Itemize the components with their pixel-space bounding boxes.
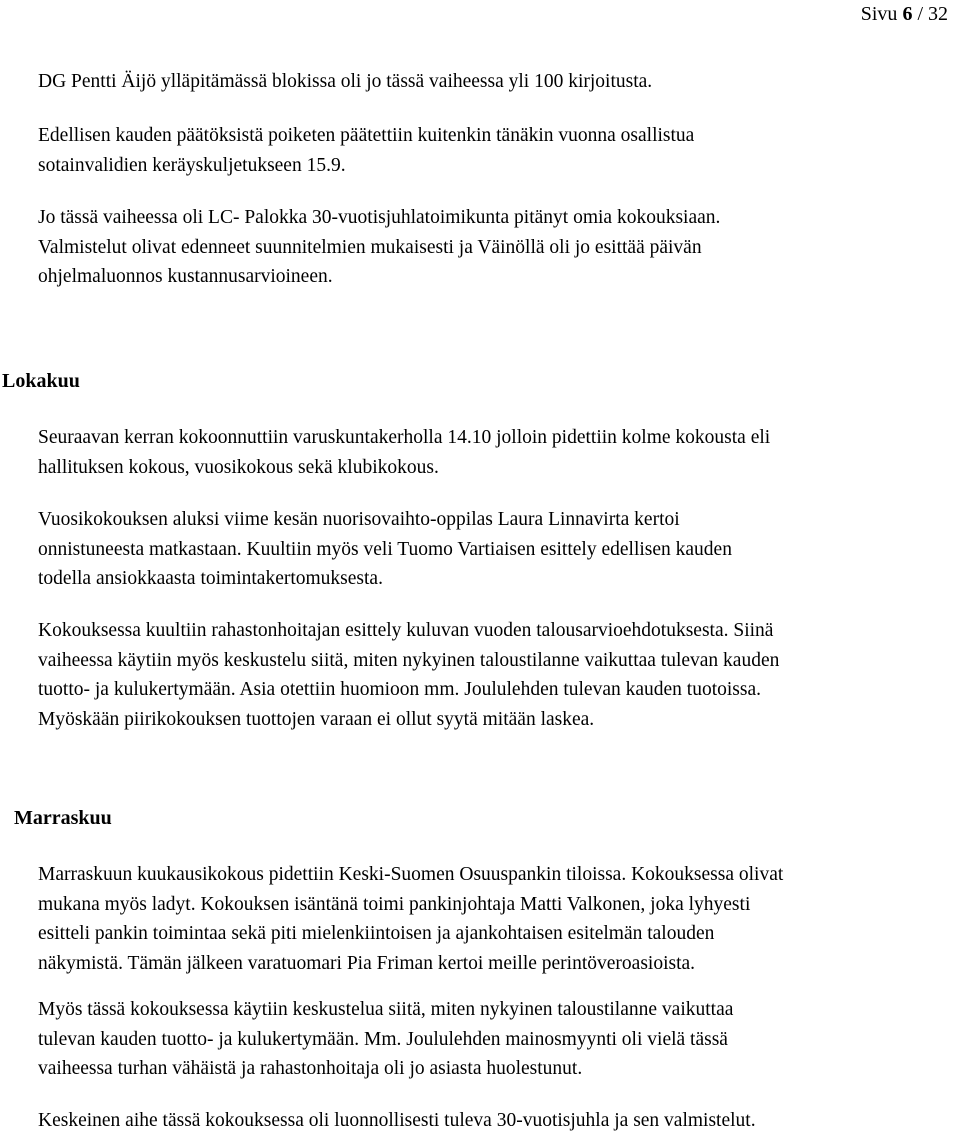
paragraph-line: Vuosikokouksen aluksi viime kesän nuorisovaihto-oppilas Laura Linnavirta kertoi — [38, 509, 680, 530]
paragraph-line: mukana myös ladyt. Kokouksen isäntänä toimi pankinjohtaja Matti Valkonen, joka lyhyesti — [38, 893, 751, 915]
paragraph-line: ohjelmaluonnos kustannusarvioineen. — [38, 266, 333, 288]
page-number-current: 6 — [902, 3, 913, 25]
paragraph — [38, 67, 958, 97]
paragraph-line: Keskeinen aihe tässä kokouksessa oli luonnollisesti tuleva 30-vuotisjuhla ja sen valmistelut. — [38, 1110, 756, 1131]
paragraph-line: Kokouksessa kuultiin rahastonhoitajan esittely kuluvan vuoden talousarvioehdotuksesta. Siinä — [38, 620, 774, 641]
paragraph — [38, 121, 958, 180]
paragraph — [38, 1106, 958, 1136]
page-number — [861, 3, 948, 26]
paragraph — [38, 505, 958, 594]
paragraph-line: todella ansiokkaasta toimintakertomuksesta. — [38, 568, 383, 590]
paragraph-line: Myöskään piirikokouksen tuottojen varaan ei ollut syytä mitään laskea. — [38, 708, 595, 730]
paragraph — [38, 995, 958, 1084]
paragraph-line: tuotto- ja kulukertymään. Asia otettiin huomioon mm. Joululehden tulevan kauden tuotoissa. — [38, 679, 762, 701]
paragraph — [38, 423, 958, 482]
paragraph — [38, 860, 958, 978]
page-number-separator: / — [917, 3, 923, 25]
section-heading-marraskuu: Marraskuu — [14, 807, 112, 829]
paragraph — [38, 616, 958, 734]
paragraph-line: Myös tässä kokouksessa käytiin keskustelua siitä, miten nykyinen taloustilanne vaikuttaa — [38, 999, 734, 1020]
paragraph-line: DG Pentti Äijö ylläpitämässä blokissa oli jo tässä vaiheessa yli 100 kirjoitusta. — [38, 71, 653, 92]
paragraph-line: sotainvalidien keräyskuljetukseen 15.9. — [38, 154, 346, 176]
paragraph-line: hallituksen kokous, vuosikokous sekä klubikokous. — [38, 456, 439, 478]
paragraph-line: onnistuneesta matkastaan. Kuultiin myös veli Tuomo Vartiaisen esittely edellisen kauden — [38, 538, 732, 560]
paragraph-line: Edellisen kauden päätöksistä poiketen päätettiin kuitenkin tänäkin vuonna osallistua — [38, 125, 695, 146]
paragraph-line: tulevan kauden tuotto- ja kulukertymään. Mm. Joululehden mainosmyynti oli vielä tässä — [38, 1028, 728, 1050]
paragraph-line: Seuraavan kerran kokoonnuttiin varuskuntakerholla 14.10 jolloin pidettiin kolme kokousta eli — [38, 427, 771, 448]
section-heading-lokakuu: Lokakuu — [2, 370, 80, 392]
paragraph-line: esitteli pankin toimintaa sekä piti mielenkiintoisen ja ajankohtaisen esitelmän talouden — [38, 923, 715, 945]
paragraph-line: Jo tässä vaiheessa oli LC- Palokka 30-vuotisjuhlatoimikunta pitänyt omia kokouksiaan. — [38, 207, 721, 228]
paragraph-line: näkymistä. Tämän jälkeen varatuomari Pia Friman kertoi meille perintöveroasioista. — [38, 952, 696, 974]
paragraph-line: vaiheessa turhan vähäistä ja rahastonhoitaja oli jo asiasta huolestunut. — [38, 1058, 583, 1080]
paragraph-line: Marraskuun kuukausikokous pidettiin Keski-Suomen Osuuspankin tiloissa. Kokouksessa olivat — [38, 864, 784, 885]
paragraph — [38, 203, 958, 292]
page-number-total: 32 — [928, 3, 948, 25]
page-number-prefix: Sivu — [860, 3, 898, 25]
paragraph-line: vaiheessa käytiin myös keskustelu siitä, miten nykyinen taloustilanne vaikuttaa tulevan kauden — [38, 649, 780, 671]
paragraph-line: Valmistelut olivat edenneet suunnitelmien mukaisesti ja Väinöllä oli jo esittää päivän — [38, 236, 702, 258]
